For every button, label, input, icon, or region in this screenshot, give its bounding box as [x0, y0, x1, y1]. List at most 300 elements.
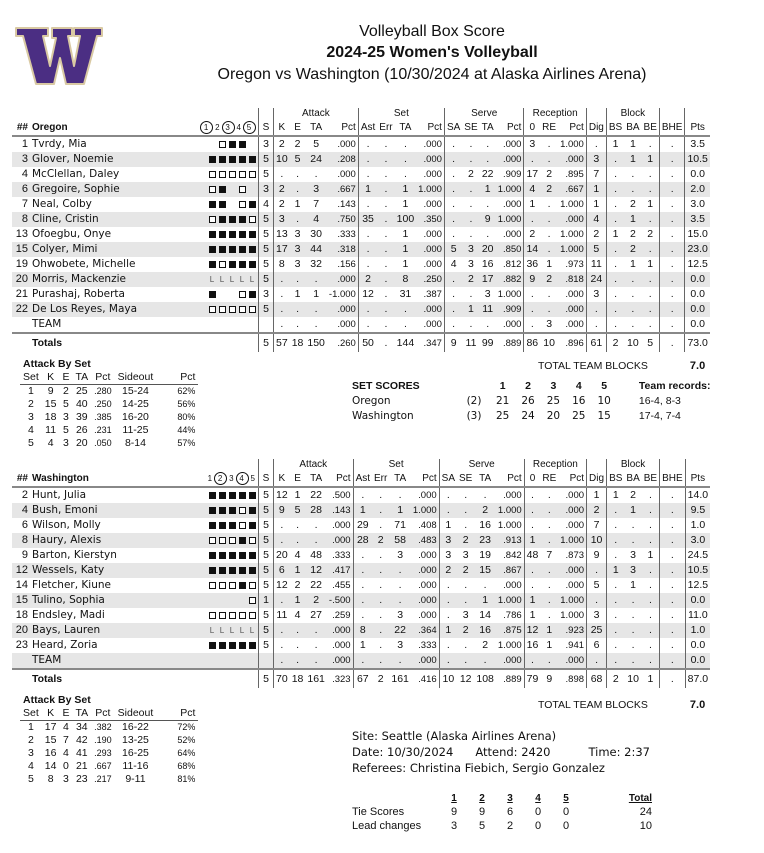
- stat-pts: 0.0: [685, 167, 710, 182]
- stat-svpct: .000: [503, 580, 522, 591]
- stat-err: .: [379, 609, 383, 621]
- attack-by-set-value: 9-11: [125, 773, 146, 785]
- stat-re: .: [547, 228, 551, 240]
- stat-be: .: [648, 138, 652, 150]
- stat-pct: .143: [327, 503, 353, 518]
- stat-k: 17: [274, 242, 290, 257]
- stat-rpct: .923: [558, 623, 586, 638]
- stat-se: .: [469, 198, 473, 210]
- stat-sta: 1: [402, 198, 409, 210]
- jersey-number: 7: [21, 198, 28, 210]
- attack-by-set-value: 57%: [177, 438, 196, 448]
- total-spct: .347: [416, 333, 444, 352]
- sets-played: 5: [259, 578, 274, 593]
- stat-spct: .000: [418, 580, 437, 591]
- stat-r0: 16: [524, 638, 540, 653]
- sets-played: 5: [259, 212, 274, 227]
- stat-ba: .: [624, 653, 641, 669]
- stat-ta: 1: [313, 288, 320, 300]
- attack-by-set-row: [20, 760, 198, 773]
- lineup-markers: [196, 518, 259, 533]
- sets-played: 5: [259, 302, 274, 317]
- player-row: [12, 623, 710, 638]
- stat-e: 5: [290, 152, 306, 167]
- jersey-number: 6: [21, 519, 28, 531]
- stat-sta: .: [389, 563, 411, 578]
- total-bhe: .: [659, 333, 685, 352]
- reception-group-header: Reception: [524, 459, 586, 471]
- set-header: 2: [479, 792, 485, 804]
- jersey-number: 12: [12, 563, 30, 578]
- stat-sta: 58: [389, 533, 411, 548]
- attack-by-set-value: 16-20: [122, 411, 149, 423]
- stat-sta: .: [403, 138, 407, 150]
- stat-be: .: [648, 168, 652, 180]
- player-row: [12, 212, 710, 227]
- stat-sa: .: [444, 167, 462, 182]
- stat-err: .: [377, 212, 394, 227]
- col-header-ast: Ast: [353, 471, 372, 487]
- stat-svpct: .875: [496, 623, 524, 638]
- stat-bhe: .: [659, 257, 685, 272]
- started-set-icon: [219, 492, 226, 499]
- lineup-markers: [196, 563, 259, 578]
- stat-ast: .: [358, 242, 377, 257]
- stat-pts: 10.5: [685, 563, 710, 578]
- stat-re: .: [540, 593, 558, 608]
- stat-ta: 48: [310, 549, 322, 561]
- stat-k: 13: [274, 227, 290, 242]
- totals-label: Totals: [30, 669, 196, 688]
- stat-se: .: [462, 212, 479, 227]
- site-info: Site: Seattle (Alaska Airlines Arena): [352, 729, 557, 743]
- lineup-markers: [196, 623, 259, 638]
- stat-sa: .: [439, 503, 457, 518]
- stat-sva: 2: [474, 503, 496, 518]
- set-score: 21: [496, 394, 510, 407]
- stat-re: .: [547, 288, 551, 300]
- started-set-icon: [249, 156, 256, 163]
- player-name: Purashaj, Roberta: [32, 288, 125, 300]
- stat-sva: 16: [474, 623, 496, 638]
- stat-sva: 23: [474, 533, 496, 548]
- stat-spct: 1.000: [411, 503, 439, 518]
- attack-by-set-value: 3: [63, 773, 69, 785]
- lineup-set-header: 1: [207, 474, 214, 483]
- stat-k: .: [274, 167, 290, 182]
- started-set-icon: [239, 642, 246, 649]
- stat-dig: 11: [586, 257, 606, 272]
- set-score: 16: [572, 394, 586, 407]
- stat-sva: 17: [480, 272, 496, 287]
- stat-bhe: .: [659, 227, 685, 242]
- stat-spct: .408: [418, 520, 437, 531]
- started-set-icon: [209, 522, 216, 529]
- stat-k: .: [274, 272, 290, 287]
- lineup-set-header: 2: [215, 123, 221, 132]
- total-r0: 79: [524, 669, 540, 688]
- stat-se: 1: [462, 302, 479, 317]
- stat-sta: .: [389, 593, 411, 608]
- stat-err: .: [377, 242, 394, 257]
- washington-attack-by-set: [20, 694, 198, 786]
- stat-ba: 2: [630, 489, 636, 501]
- player-row: [12, 608, 710, 623]
- stat-bhe: .: [659, 167, 685, 182]
- stat-e: 4: [294, 609, 301, 621]
- no-set-icon: [229, 291, 236, 298]
- stat-err: .: [384, 228, 388, 240]
- stat-re: .: [540, 152, 558, 167]
- stat-ba: 1: [624, 212, 641, 227]
- col-header-dig: Dig: [586, 120, 606, 136]
- stat-ba: 2: [624, 242, 641, 257]
- stat-sa: .: [444, 227, 462, 242]
- attack-by-set-header: Pct: [91, 371, 115, 385]
- stat-e: 1: [294, 489, 301, 501]
- stat-e: .: [296, 519, 299, 531]
- attack-by-set-value: 4: [27, 424, 34, 436]
- stat-svpct: .812: [502, 259, 522, 270]
- stat-bhe: .: [660, 518, 686, 533]
- started-set-icon: [229, 507, 236, 514]
- stat-bs: .: [607, 593, 625, 608]
- col-header-ta: TA: [389, 471, 411, 487]
- played-set-icon: [219, 537, 226, 544]
- stat-rpct: 1.000: [558, 242, 586, 257]
- serve-group-header: Serve: [444, 108, 524, 120]
- stat-bhe: .: [660, 593, 686, 608]
- stat-ast: .: [358, 227, 377, 242]
- stat-err: 2: [372, 533, 389, 548]
- stat-sta: 1: [395, 182, 417, 197]
- stat-se: 2: [457, 563, 474, 578]
- total-be: 1: [642, 669, 660, 688]
- attack-by-set-value: .217: [94, 774, 112, 784]
- lineup-set-header: 5: [243, 121, 256, 134]
- stat-ta: .: [305, 653, 327, 669]
- attack-by-set-value: 56%: [177, 399, 196, 409]
- stat-se: .: [464, 579, 468, 591]
- col-header-re: RE: [540, 120, 558, 136]
- stat-sa: 1: [439, 623, 457, 638]
- player-name: Gregoire, Sophie: [30, 182, 196, 197]
- attack-by-set-value: 11-16: [122, 760, 149, 772]
- stat-ast: 1: [353, 503, 372, 518]
- stat-e: .: [290, 623, 306, 638]
- started-set-icon: [249, 567, 256, 574]
- no-set-icon: [249, 657, 256, 664]
- started-set-icon: [229, 246, 236, 253]
- attack-by-set-header: Pct: [91, 707, 115, 721]
- stat-bhe: .: [659, 317, 685, 333]
- started-set-icon: [209, 156, 216, 163]
- libero-set-icon: L: [209, 626, 216, 636]
- started-set-icon: [249, 291, 256, 298]
- stat-svpct: .000: [502, 319, 522, 330]
- stat-ast: .: [358, 317, 377, 333]
- player-row: [12, 638, 710, 653]
- stat-pct: .000: [327, 623, 353, 638]
- stat-rpct: .000: [558, 503, 586, 518]
- played-set-icon: [219, 171, 226, 178]
- sets-played: 5: [259, 518, 274, 533]
- stat-re: .: [540, 563, 558, 578]
- stat-ta: .: [314, 318, 318, 330]
- lineup-markers: [196, 593, 259, 608]
- stat-svpct: .000: [496, 152, 524, 167]
- stat-bs: .: [606, 317, 624, 333]
- attack-by-set-header: TA: [72, 371, 91, 385]
- set-header: 1: [499, 379, 506, 392]
- stat-ast: 12: [358, 287, 377, 302]
- player-row: [12, 563, 710, 578]
- started-set-icon: [249, 507, 256, 514]
- set-score: 25: [496, 409, 510, 422]
- played-set-icon: [209, 612, 216, 619]
- total-e: 18: [290, 669, 306, 688]
- stat-sva: 20: [480, 242, 496, 257]
- set-header: 1: [451, 792, 457, 804]
- attack-by-set-value: 20: [75, 437, 88, 449]
- started-set-icon: [249, 642, 256, 649]
- jersey-number: 1: [21, 138, 28, 150]
- stat-dig: 5: [586, 242, 606, 257]
- played-set-icon: [209, 537, 216, 544]
- stat-sva: 16: [481, 258, 494, 270]
- stat-bhe: .: [660, 563, 686, 578]
- stat-pts: 15.0: [685, 227, 710, 242]
- oregon-attack-by-set: [20, 358, 198, 450]
- stat-ta: 28: [305, 503, 327, 518]
- stat-r0: 1: [524, 533, 540, 548]
- set-scores-title: SET SCORES: [352, 379, 420, 392]
- attack-by-set-value: 15: [44, 398, 57, 410]
- stat-rpct: .000: [565, 319, 584, 330]
- stat-sva: 2: [482, 639, 489, 651]
- col-header-re: RE: [540, 471, 558, 487]
- attack-by-set-row: [20, 398, 198, 411]
- stat-sta: 8: [395, 272, 417, 287]
- value: 0: [562, 820, 570, 832]
- stat-se: .: [469, 288, 473, 300]
- set-header: 3: [550, 379, 557, 392]
- stat-dig: 1: [587, 487, 607, 503]
- stat-pts: 14.0: [685, 487, 710, 503]
- attack-by-set-value: 16-22: [122, 721, 149, 733]
- stat-r0: 17: [524, 167, 540, 182]
- report-header: [100, 22, 764, 86]
- stat-r0: .: [524, 287, 540, 302]
- player-row: [12, 167, 710, 182]
- jersey-number: 4: [21, 168, 28, 180]
- total-sa: 9: [444, 333, 462, 352]
- stat-bs: 1: [606, 227, 624, 242]
- stat-spct: .350: [416, 212, 444, 227]
- stat-bhe: .: [660, 653, 686, 669]
- attack-by-set-value: 15-24: [122, 385, 149, 397]
- player-name: Morris, Mackenzie: [30, 272, 196, 287]
- stat-ta: 12: [305, 563, 327, 578]
- col-header-sa: SA: [439, 471, 457, 487]
- stat-ba: .: [624, 272, 641, 287]
- attack-by-set-value: 64%: [177, 748, 196, 758]
- lineup-markers: [196, 487, 259, 503]
- stat-k: 2: [274, 197, 290, 212]
- libero-set-icon: L: [239, 626, 246, 636]
- stat-be: 2: [647, 228, 654, 240]
- lineup-markers: [196, 272, 259, 287]
- lineup-set-header: 5: [250, 474, 256, 483]
- stat-dig: 4: [586, 212, 606, 227]
- total-ast: 67: [353, 669, 372, 688]
- stat-pts: 3.5: [685, 136, 710, 152]
- total-team-blocks-label: TOTAL TEAM BLOCKS: [538, 699, 648, 711]
- started-set-icon: [229, 567, 236, 574]
- stat-err: .: [379, 639, 383, 651]
- stat-pts: 1.0: [685, 518, 710, 533]
- attendance-info: Attend: 2420: [475, 745, 551, 759]
- stat-r0: 36: [524, 257, 540, 272]
- started-set-icon: [219, 507, 226, 514]
- attack-by-set-header: Set: [20, 371, 42, 385]
- stat-ba: 3: [630, 549, 636, 561]
- sets-played: 5: [259, 167, 274, 182]
- stat-spct: .000: [423, 229, 442, 240]
- stat-k: 11: [274, 608, 290, 623]
- lineup-markers: [196, 548, 259, 563]
- jersey-number: 15: [12, 242, 30, 257]
- col-header-ta: TA: [305, 120, 327, 136]
- stat-k: 12: [274, 487, 290, 503]
- col-header-bs: BS: [606, 120, 624, 136]
- stat-be: .: [642, 563, 660, 578]
- stat-pts: 1.0: [685, 623, 710, 638]
- stat-ta: .: [314, 168, 318, 180]
- stat-ta: 30: [310, 228, 322, 240]
- stat-bs: .: [606, 197, 624, 212]
- stat-ta: 22: [310, 489, 322, 501]
- stat-ast: .: [358, 197, 377, 212]
- stat-dig: 3: [586, 287, 606, 302]
- jersey-number: 4: [12, 503, 30, 518]
- stat-pts: 3.5: [685, 212, 710, 227]
- played-set-icon: [229, 612, 236, 619]
- stat-ta: 3: [305, 182, 327, 197]
- col-header-k: K: [274, 120, 290, 136]
- stat-bhe: .: [660, 487, 686, 503]
- attack-by-set-row: [20, 437, 198, 450]
- stat-ba: 1: [629, 138, 636, 150]
- oregon-total-team-blocks: [538, 360, 705, 372]
- stat-sva: .: [486, 318, 490, 330]
- hash-header: ##: [12, 120, 30, 136]
- lineup-markers: [196, 503, 259, 518]
- started-set-icon: [229, 492, 236, 499]
- stat-pts: 10.5: [685, 152, 710, 167]
- stat-sa: .: [439, 608, 457, 623]
- stat-bs: .: [607, 638, 625, 653]
- set-score: 25: [546, 394, 561, 407]
- stat-sa: 4: [444, 257, 462, 272]
- stat-pct: -.500: [327, 593, 353, 608]
- stat-be: 1: [647, 198, 654, 210]
- total-e: 18: [290, 333, 306, 352]
- stat-ast: .: [358, 136, 377, 152]
- total-team-blocks-label: TOTAL TEAM BLOCKS: [538, 360, 648, 372]
- attack-by-set-value: 5: [63, 424, 69, 436]
- stat-r0: .: [524, 563, 540, 578]
- stat-bs: .: [606, 272, 624, 287]
- col-header-pct: Pct: [327, 120, 358, 136]
- started-set-icon: [219, 552, 226, 559]
- stat-rpct: .000: [558, 302, 586, 317]
- stat-pts: 9.5: [685, 503, 710, 518]
- stat-spct: .000: [411, 653, 439, 669]
- stat-ast: 1: [358, 182, 377, 197]
- jersey-number: 20: [12, 272, 30, 287]
- stat-r0: 14: [524, 242, 540, 257]
- stat-bhe: .: [660, 533, 686, 548]
- stat-r0: 4: [524, 182, 540, 197]
- stat-re: .: [540, 242, 558, 257]
- stat-ast: 8: [353, 623, 372, 638]
- total-re: 10: [540, 333, 558, 352]
- stat-be: .: [648, 318, 652, 330]
- stat-sva: 22: [481, 168, 494, 180]
- attack-group-header: Attack: [274, 459, 354, 471]
- stat-dig: 3: [587, 608, 607, 623]
- stat-sta: .: [398, 579, 402, 591]
- total-sa: 10: [439, 669, 457, 688]
- no-set-icon: [229, 657, 236, 664]
- player-name: Bays, Lauren: [30, 623, 196, 638]
- played-set-icon: [229, 171, 236, 178]
- attack-by-set-value: 80%: [177, 412, 196, 422]
- stat-ast: .: [353, 563, 372, 578]
- stat-se: .: [457, 653, 474, 669]
- libero-set-icon: L: [239, 275, 246, 285]
- stat-se: .: [462, 182, 479, 197]
- stat-pts: 0.0: [685, 302, 710, 317]
- stat-se: 3: [462, 609, 469, 621]
- stat-se: .: [469, 138, 473, 150]
- stat-sta: 1: [402, 228, 409, 240]
- stat-bhe: .: [660, 503, 686, 518]
- stat-ast: 28: [353, 533, 372, 548]
- stat-sa: .: [444, 152, 462, 167]
- stat-sta: 22: [389, 623, 411, 638]
- sets-played: 5: [259, 608, 274, 623]
- no-set-icon: [219, 597, 226, 604]
- attack-by-set-value: 2: [63, 385, 69, 397]
- stat-e: .: [290, 212, 306, 227]
- attack-by-set-value: 26: [75, 424, 88, 436]
- lead-changes-row: [352, 819, 652, 833]
- attack-by-set-value: 18: [44, 411, 57, 423]
- no-set-icon: [219, 321, 226, 328]
- attack-by-set-value: 1: [27, 385, 34, 397]
- no-set-icon: [239, 597, 246, 604]
- player-name: Haury, Alexis: [30, 533, 196, 548]
- no-set-icon: [209, 597, 216, 604]
- stat-ta: .: [305, 533, 327, 548]
- stat-sa: .: [444, 272, 462, 287]
- total-rpct: .898: [558, 669, 586, 688]
- stat-rpct: .973: [565, 259, 584, 270]
- stat-sa: .: [444, 197, 462, 212]
- stat-pct: .000: [332, 640, 351, 651]
